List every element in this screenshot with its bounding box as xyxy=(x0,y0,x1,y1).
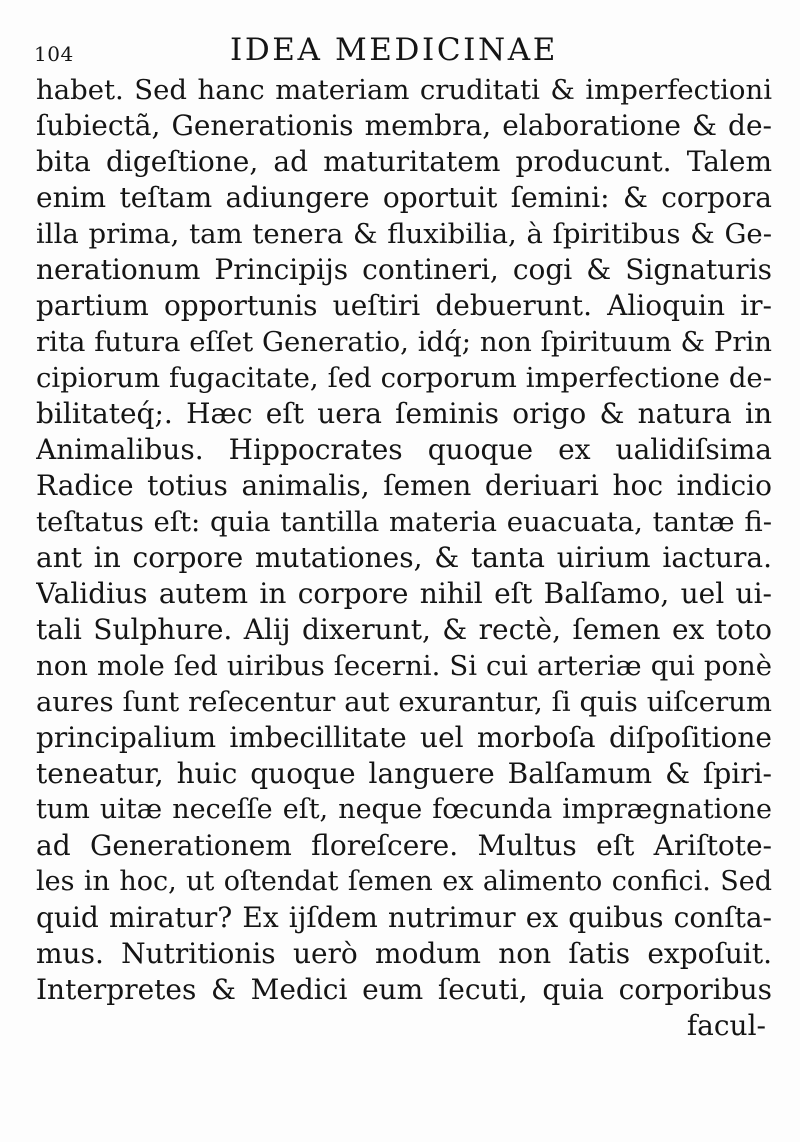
text-line: Interpretes & Medici eum ſecuti, quia corporibus xyxy=(36,973,772,1006)
text-line: habet. Sed hanc materiam cruditati & imperfectioni xyxy=(36,74,772,106)
text-line: tum uitæ neceſſe eſt, neque fœcunda imprægnatione xyxy=(36,794,772,825)
running-head: IDEA MEDICINAE xyxy=(230,32,558,68)
text-line: partium opportunis ueſtiri debuerunt. Alioquin ir- xyxy=(36,289,772,322)
text-line: Animalibus. Hippocrates quoque ex ualidiſsima xyxy=(36,433,772,466)
text-line: ad Generationem floreſcere. Multus eſt Ariſtote- xyxy=(36,829,772,862)
text-line: principalium imbecillitate uel morboſa diſpoſitione xyxy=(36,721,772,754)
text-line: tali Sulphure. Alij dixerunt, & rectè, ſemen ex toto xyxy=(36,613,772,646)
text-line: bilitateq́;. Hæc eſt uera ſeminis origo & natura in xyxy=(36,397,772,430)
text-line: nerationum Principijs contineri, cogi & Signaturis xyxy=(36,253,772,286)
text-line: les in hoc, ut oſtendat ſemen ex alimento confici. Sed xyxy=(36,866,772,897)
text-line: teſtatus eſt: quia tantilla materia euacuata, tantæ fi- xyxy=(36,506,772,538)
text-line: enim teſtam adiungere oportuit ſemini: & corpora xyxy=(36,181,772,214)
text-line: Validius autem in corpore nihil eſt Balſamo, uel ui- xyxy=(36,577,772,610)
text-line: non mole ſed uiribus ſecerni. Si cui arteriæ qui ponè xyxy=(36,650,772,682)
text-line: bita digeſtione, ad maturitatem producunt. Talem xyxy=(36,145,772,178)
text-line: ant in corpore mutationes, & tanta uirium iactura. xyxy=(36,541,772,574)
body-text xyxy=(36,72,772,1044)
text-line: teneatur, huic quoque languere Balſamum & ſpiri- xyxy=(36,757,772,790)
text-line: quid miratur? Ex ijſdem nutrimur ex quibus conſta- xyxy=(36,901,772,934)
text-line: cipiorum fugacitate, ſed corporum imperfectione de- xyxy=(36,362,772,394)
text-line: rita futura eſſet Generatio, idq́; non ſpirituum & Prin xyxy=(36,326,772,358)
text-line: aures ſunt reſecentur aut exurantur, ſi quis uiſcerum xyxy=(36,686,772,718)
text-line: Radice totius animalis, ſemen deriuari hoc indicio xyxy=(36,469,772,502)
text-line: illa prima, tam tenera & fluxibilia, à ſpiritibus & Ge- xyxy=(36,218,772,250)
page-number: 104 xyxy=(34,42,74,66)
page-header xyxy=(0,30,800,74)
text-line: mus. Nutritionis uerò modum non ſatis expoſuit. xyxy=(36,937,772,970)
text-line: ſubiectã, Generationis membra, elaboratione & de- xyxy=(36,109,772,142)
catchword: facul- xyxy=(686,1009,766,1042)
